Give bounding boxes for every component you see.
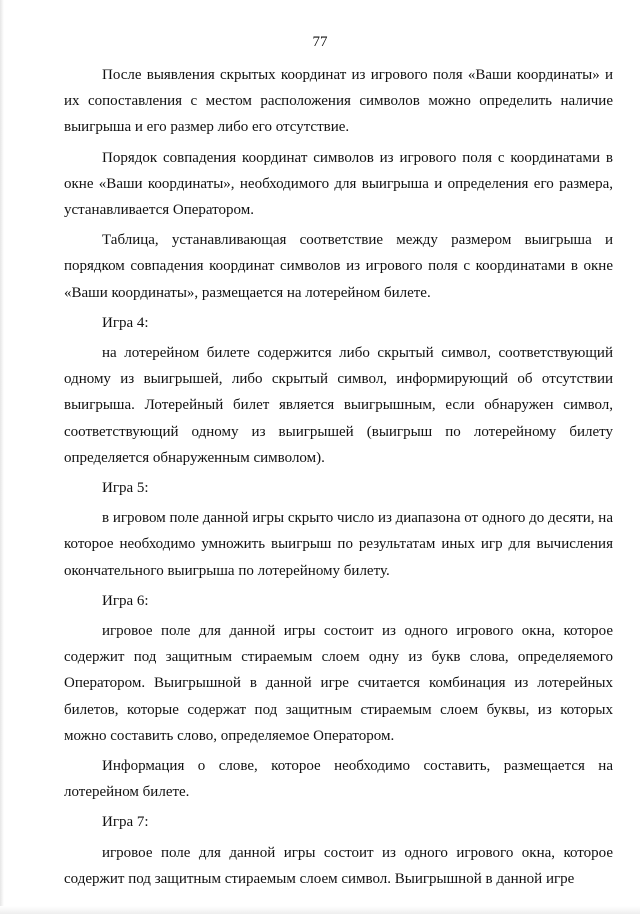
paragraph-prize-table: Таблица, устанавливающая соответствие между размером выигрыша и порядком совпадения координат символов из игрового поля с координатами в окне «Ваши координаты», размещается на лотерейном билете. — [64, 232, 613, 301]
scan-edge-bottom — [0, 906, 640, 914]
paragraph-coordinates-result: После выявления скрытых координат из игрового поля «Ваши координаты» и их сопоставления с местом расположения символов можно определить наличие выигрыша и его размер либо его отсутствие. — [64, 67, 613, 136]
game-7-heading: Игра 7: — [102, 814, 149, 831]
game-5-heading: Игра 5: — [102, 480, 149, 497]
game-5-description: в игровом поле данной игры скрыто число из диапазона от одного до десяти, на которое необходимо умножить выигрыш по результатам иных игр для вычисления окончательного выигрыша по лотерейному билету. — [64, 510, 613, 579]
game-6-heading: Игра 6: — [102, 592, 149, 609]
game-4-heading: Игра 4: — [102, 314, 149, 331]
game-6-description: игровое поле для данной игры состоит из одного игрового окна, которое содержит под защитным стираемым слоем одну из букв слова, определяемого Оператором. Выигрышной в данной игре считается комбинация из лотерейных билетов, которые содержат под защитным стираемым слоем буквы, из которых можно составить слово, определяемое Оператором. — [64, 623, 613, 744]
game-7-description: игровое поле для данной игры состоит из одного игрового окна, которое содержит под защитным стираемым слоем символ. Выигрышной в данной игре — [64, 844, 613, 887]
document-body — [64, 62, 613, 892]
paragraph-coordinates-order: Порядок совпадения координат символов из игрового поля с координатами в окне «Ваши координаты», необходимого для выигрыша и определения его размера, устанавливается Оператором. — [64, 149, 613, 219]
page-number: 77 — [312, 34, 328, 50]
game-6-word-info: Информация о слове, которое необходимо составить, размещается на лотерейном билете. — [64, 758, 613, 801]
game-4-description: на лотерейном билете содержится либо скрытый символ, соответствующий одному из выигрышей, либо скрытый символ, информирующий об отсутствии выигрыша. Лотерейный билет является выигрышным, если обнаружен символ, соответствующий одному из выигрышей (выигрыш по лотерейному билету определяется обнаруженным символом). — [64, 345, 613, 466]
scan-edge — [0, 0, 4, 914]
